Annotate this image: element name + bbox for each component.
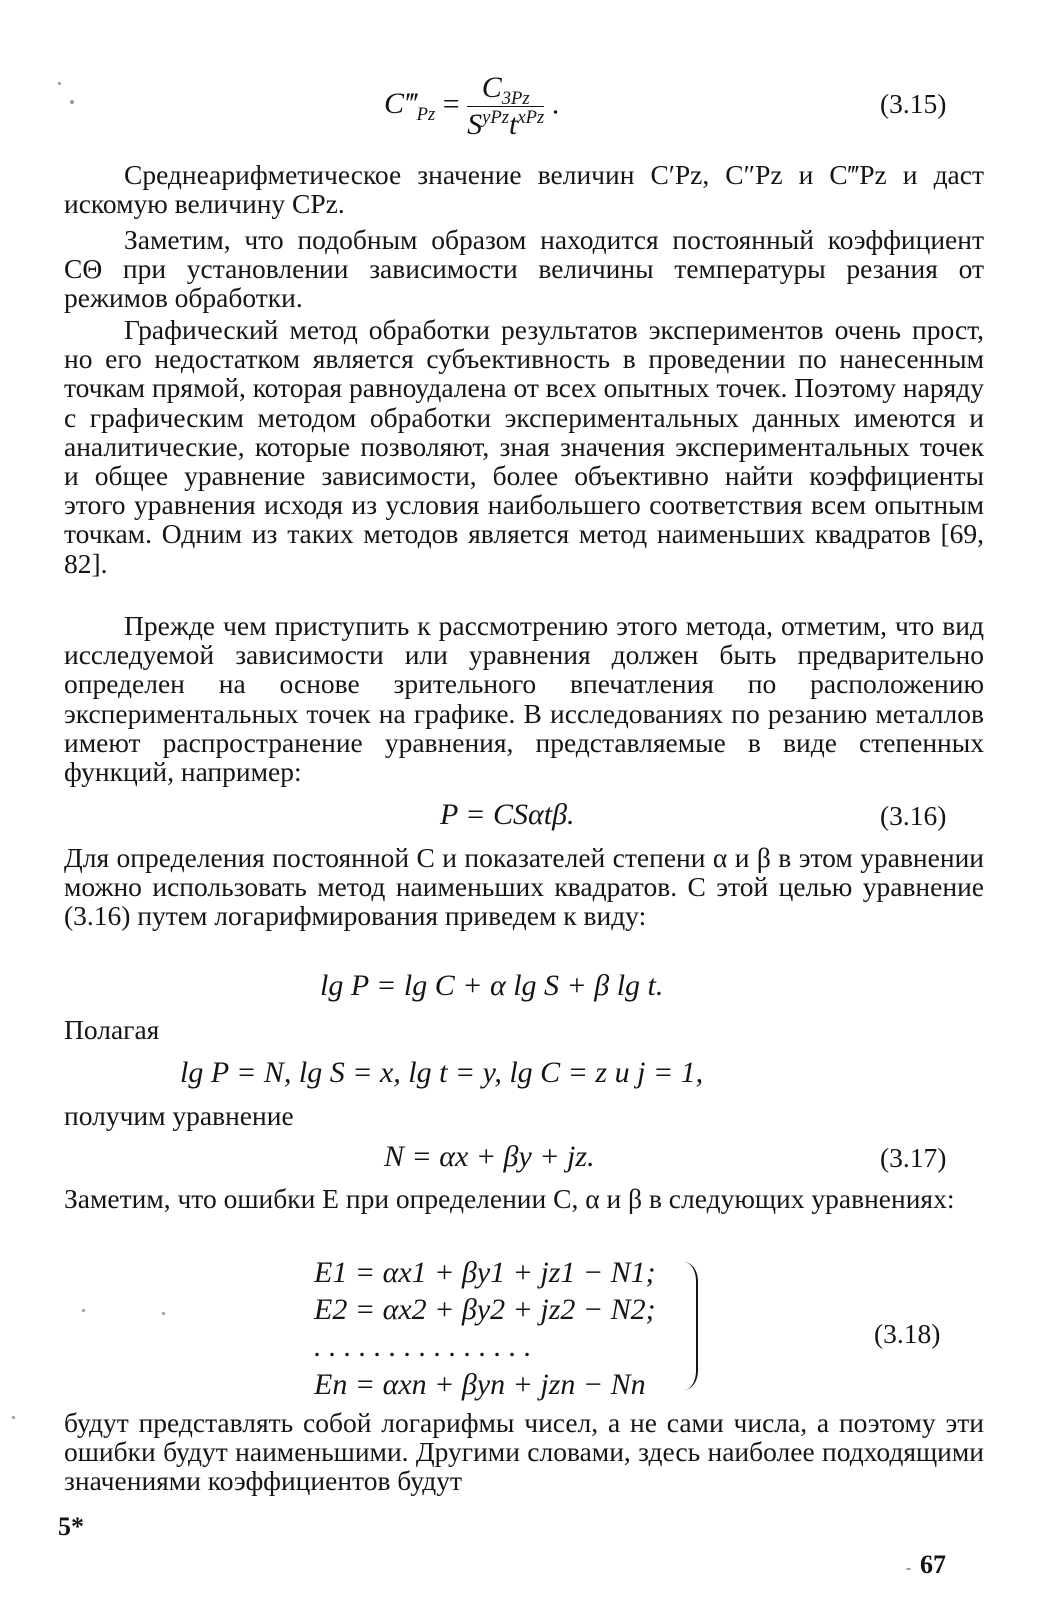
scan-speck <box>70 100 74 104</box>
system-row-1: E1 = αx1 + βy1 + jz1 − N1; <box>314 1256 656 1289</box>
formula-substitution: lg P = N, lg S = x, lg t = y, lg C = z и j = 1, <box>180 1056 704 1089</box>
system-brace <box>684 1262 698 1390</box>
scan-speck <box>162 1312 165 1315</box>
paragraph-5 <box>64 843 984 931</box>
footer-signature-mark: 5* <box>58 1512 84 1541</box>
system-row-3: . . . . . . . . . . . . . . . <box>314 1330 532 1363</box>
scan-speck <box>82 1309 85 1312</box>
paragraph-7-text: будут представлять собой логарифмы чисел, а не сами числа, а поэтому эти ошибки будут наименьшими. Другими словами, здесь наиболее подходящими значениями коэффициентов будут <box>64 1407 984 1497</box>
paragraph-1 <box>64 160 984 218</box>
paragraph-3-text: Графический метод обработки результатов экспериментов очень прост, но его недостатком является субъективность в проведении по нанесенным точкам прямой, которая равноудалена от всех опытных точек. Поэтому наряду с графическим методом обработки экспериментальных данных имеются и аналитические, которые позволяют, зная значения экспериментальных точек и общее уравнение зависимости, более объективно найти коэффициенты этого уравнения исходя из условия наибольшего соответствия всем опытным точкам. Одним из таких методов является метод наименьших квадратов [69, 82]. <box>64 314 984 579</box>
paragraph-4 <box>64 611 984 786</box>
page-number: 67 <box>920 1550 946 1579</box>
word-polagaya: Полагая <box>64 1014 160 1045</box>
equation-number-3-15: (3.15) <box>880 88 947 119</box>
paragraph-2-text: Заметим, что подобным образом находится постоянный коэффициент CΘ при установлении зависимости величины температуры резания от режимов обработки. <box>64 224 984 314</box>
formula-log: lg P = lg C + α lg S + β lg t. <box>320 969 664 1002</box>
formula-3-15: $C‴_{Pz}$ = $\frac{C_{3Pz}}{S^{yPz}t^{xPz}}$ . <box>384 71 560 141</box>
scan-speck <box>906 1568 911 1570</box>
paragraph-6 <box>64 1184 984 1213</box>
scan-speck <box>12 1416 15 1419</box>
paragraph-2 <box>64 225 984 313</box>
formula-3-16: P = CSαtβ. <box>440 798 575 831</box>
formula-3-17: N = αx + βy + jz. <box>384 1140 595 1173</box>
line-poluchim: получим уравнение <box>64 1100 294 1131</box>
formula-fraction: $\frac{C_{3Pz}}{S^{yPz}t^{xPz}}$ <box>467 71 545 141</box>
formula-lhs: $C‴_{Pz}$ <box>384 87 436 126</box>
equation-number-3-18: (3.18) <box>874 1318 941 1349</box>
paragraph-7 <box>64 1408 984 1496</box>
paragraph-6-text: Заметим, что ошибки E при определении C, α и β в следующих уравнениях: <box>64 1183 955 1214</box>
equation-number-3-16: (3.16) <box>880 800 947 831</box>
paragraph-4-text: Прежде чем приступить к рассмотрению этого метода, отметим, что вид исследуемой зависимости или уравнения должен быть предварительно определен на основе зрительного впечатления по расположению экспериментальных точек на графике. В исследованиях по резанию металлов имеют распространение уравнения, представляемые в виде степенных функций, например: <box>64 610 984 788</box>
system-row-2: E2 = αx2 + βy2 + jz2 − N2; <box>314 1293 656 1326</box>
scan-speck <box>58 82 61 85</box>
equation-number-3-17: (3.17) <box>880 1142 947 1173</box>
paragraph-3 <box>64 315 984 578</box>
paragraph-5-text: Для определения постоянной C и показателей степени α и β в этом уравнении можно использовать метод наименьших квадратов. С этой целью уравнение (3.16) путем логарифмирования приведем к виду: <box>64 842 984 932</box>
paragraph-1-text: Среднеарифметическое значение величин C′Pz, C″Pz и C‴Pz и даст искомую величину CPz. <box>64 159 984 220</box>
system-row-4: En = αxn + βyn + jzn − Nn <box>314 1368 646 1401</box>
